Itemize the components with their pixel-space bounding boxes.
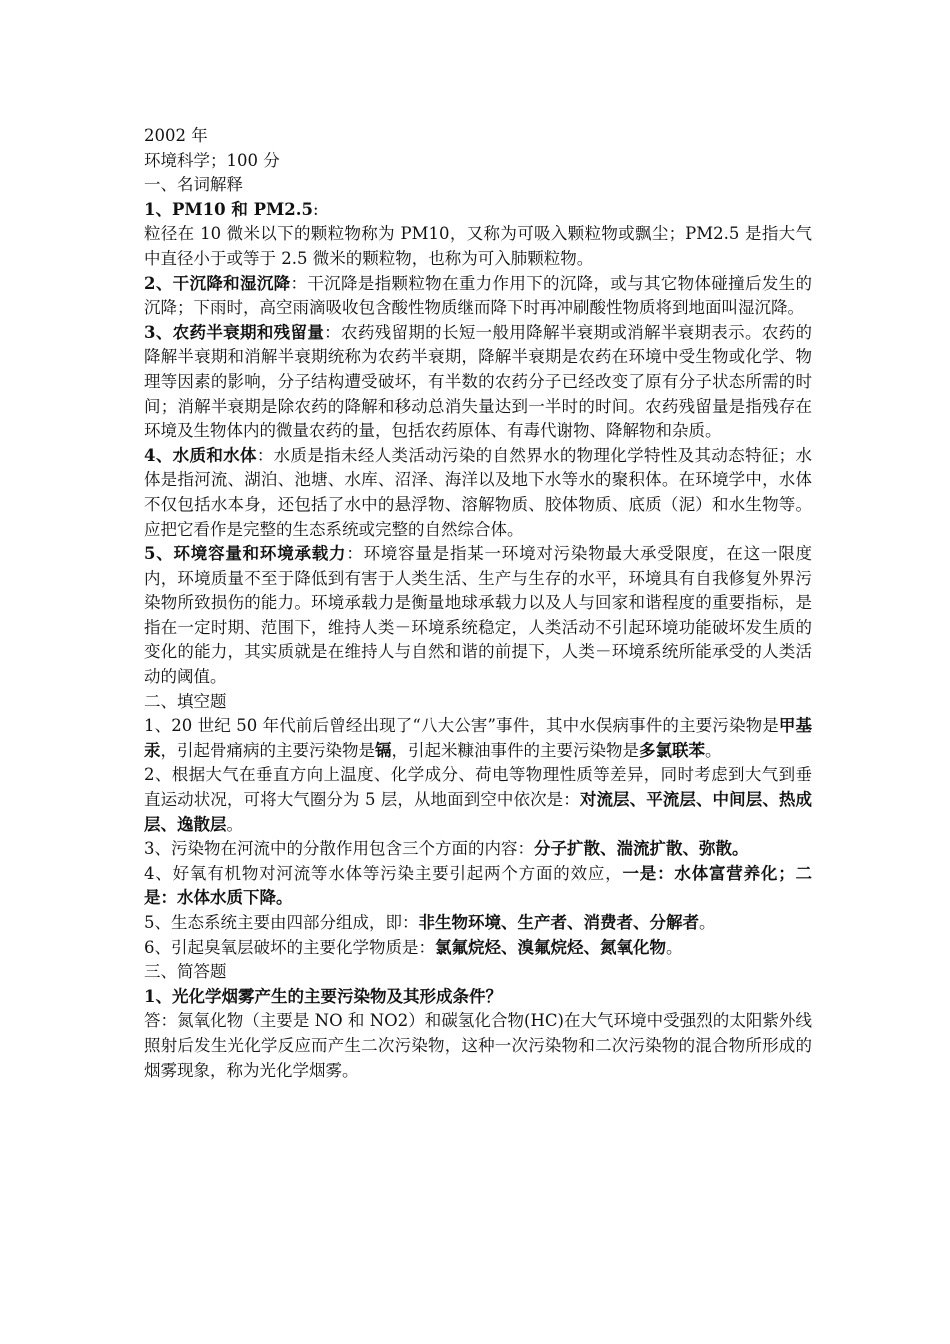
question-text: 。 [226,814,243,834]
question-text: 4、好氧有机物对河流等水体等污染主要引起两个方面的效应， [144,863,623,883]
answer-text: 甲基汞 [144,716,812,760]
section-heading-fill-in: 二、填空题 [144,691,227,711]
definition-item-4 [144,444,812,542]
document-year: 2002 年 [144,126,208,145]
answer-text: 一是：水体富营养化；二是：水体水质下降。 [144,863,813,908]
question-text: 。 [699,913,716,932]
definition-item-3 [144,321,812,444]
fill-question-5 [144,911,812,936]
fill-question-1 [144,714,812,763]
question-text: 。 [705,740,722,760]
answer-text: 多氯联苯 [639,740,705,760]
definition-term: 4、水质和水体 [144,445,257,465]
question-text: 1、光化学烟雾产生的主要污染物及其形成条件？ [144,986,502,1006]
question-text: 2、根据大气在垂直方向上温度、化学成分、荷电等物理性质等差异，同时考虑到大气到垂直运动状况，可将大气圈分为 5 层，从地面到空中依次是： [144,765,812,810]
definition-body: 干沉降是指颗粒物在重力作用下的沉降，或与其它物体碰撞后发生的沉降；下雨时，高空雨滴吸收包含酸性物质继而降下时再冲刷酸性物质将到地面叫湿沉降。 [144,273,813,318]
definition-item-1 [144,198,812,272]
definition-term: 5、环境容量和环境承载力 [144,544,347,564]
definition-separator: ： [290,273,308,293]
question-text: 1、20 世纪 50 年代前后曾经出现了“八大公害”事件，其中水俣病事件的主要污染物是 [144,716,779,736]
answer-text: 非生物环境、生产者、消费者、分解者 [418,913,699,932]
definition-separator: : [312,199,319,219]
short-answer-question-1 [144,985,812,1010]
definition-term: 1、PM10 和 PM2.5 [144,199,313,219]
question-text: 6、引起臭氧层破坏的主要化学物质是： [144,937,435,957]
fill-question-4 [144,862,812,911]
document-subject: 环境科学；100 分 [144,150,280,170]
definition-term: 3、农药半衰期和残留量 [144,322,325,342]
question-text: ，引起骨痛病的主要污染物是 [160,740,375,760]
definition-separator: ： [346,544,364,564]
fill-question-3 [144,837,812,862]
question-text: 5、生态系统主要由四部分组成，即： [144,913,419,932]
question-text: ，引起米糠油事件的主要污染物是 [391,740,639,760]
definition-item-5 [144,542,812,690]
definition-body: 环境容量是指某一环境对污染物最大承受限度，在这一限度内，环境质量不至于降低到有害于人类生活、生产与生存的水平，环境具有自我修复外界污染物所致损伤的能力。环境承载力是衡量地球承载力以及人与回家和谐程度的重要指标，是指在一定时期、范围下，维持人类－环境系统稳定，人类活动不引起环境功能破坏发生质的变化的能力，其实质就是在维持人与自然和谐的前提下，人类－环境系统所能承受的人类活动的阈值。 [144,544,813,687]
short-answer-answer-1: 答：氮氧化物（主要是 NO 和 NO2）和碳氢化合物(HC)在大气环境中受强烈的太阳紫外线照射后发生光化学反应而产生二次污染物，这种一次污染物和二次污染物的混合物所形成的烟雾现象，称为光化学烟雾。 [144,1011,812,1080]
answer-text: 氯氟烷烃、溴氟烷烃、氮氧化物 [435,937,666,957]
section-heading-short-answer: 三、简答题 [144,962,227,982]
definition-term: 2、干沉降和湿沉降 [144,273,291,293]
fill-question-6 [144,936,812,961]
answer-text: 镉 [375,740,392,760]
definition-item-2 [144,272,812,321]
answer-text: 对流层、平流层、中间层、热成层、逸散层 [144,790,812,834]
definition-separator: ： [324,322,341,342]
definition-separator: ： [256,445,274,465]
definition-body: 粒径在 10 微米以下的颗粒物称为 PM10，又称为可吸入颗粒物或飘尘；PM2.5 是指大气中直径小于或等于 2.5 微米的颗粒物，也称为可入肺颗粒物。 [144,224,812,268]
definition-body: 水质是指未经人类活动污染的自然界水的物理化学特性及其动态特征；水体是指河流、湖泊、池塘、水库、沼泽、海洋以及地下水等水的聚积体。在环境学中，水体不仅包括水本身，还包括了水中的悬浮物、溶解物质、胶体物质、底质（泥）和水生物等。应把它看作是完整的生态系统或完整的自然综合体。 [144,445,813,539]
section-heading-definitions: 一、名词解释 [144,175,243,195]
question-text: 3、污染物在河流中的分散作用包含三个方面的内容： [144,839,534,859]
fill-question-2 [144,763,812,837]
document-page [144,124,812,1083]
definition-body: 农药残留期的长短一般用降解半衰期或消解半衰期表示。农药的降解半衰期和消解半衰期统称为农药半衰期，降解半衰期是农药在环境中受生物或化学、物理等因素的影响，分子结构遭受破坏，有半数的农药分子已经改变了原有分子状态所需的时间；消解半衰期是除农药的降解和移动总消失量达到一半时的时间。农药残留量是指残存在环境及生物体内的微量农药的量，包括农药原体、有毒代谢物、降解物和杂质。 [144,322,813,441]
question-text: 。 [666,937,683,957]
answer-text: 分子扩散、湍流扩散、弥散。 [534,839,749,859]
